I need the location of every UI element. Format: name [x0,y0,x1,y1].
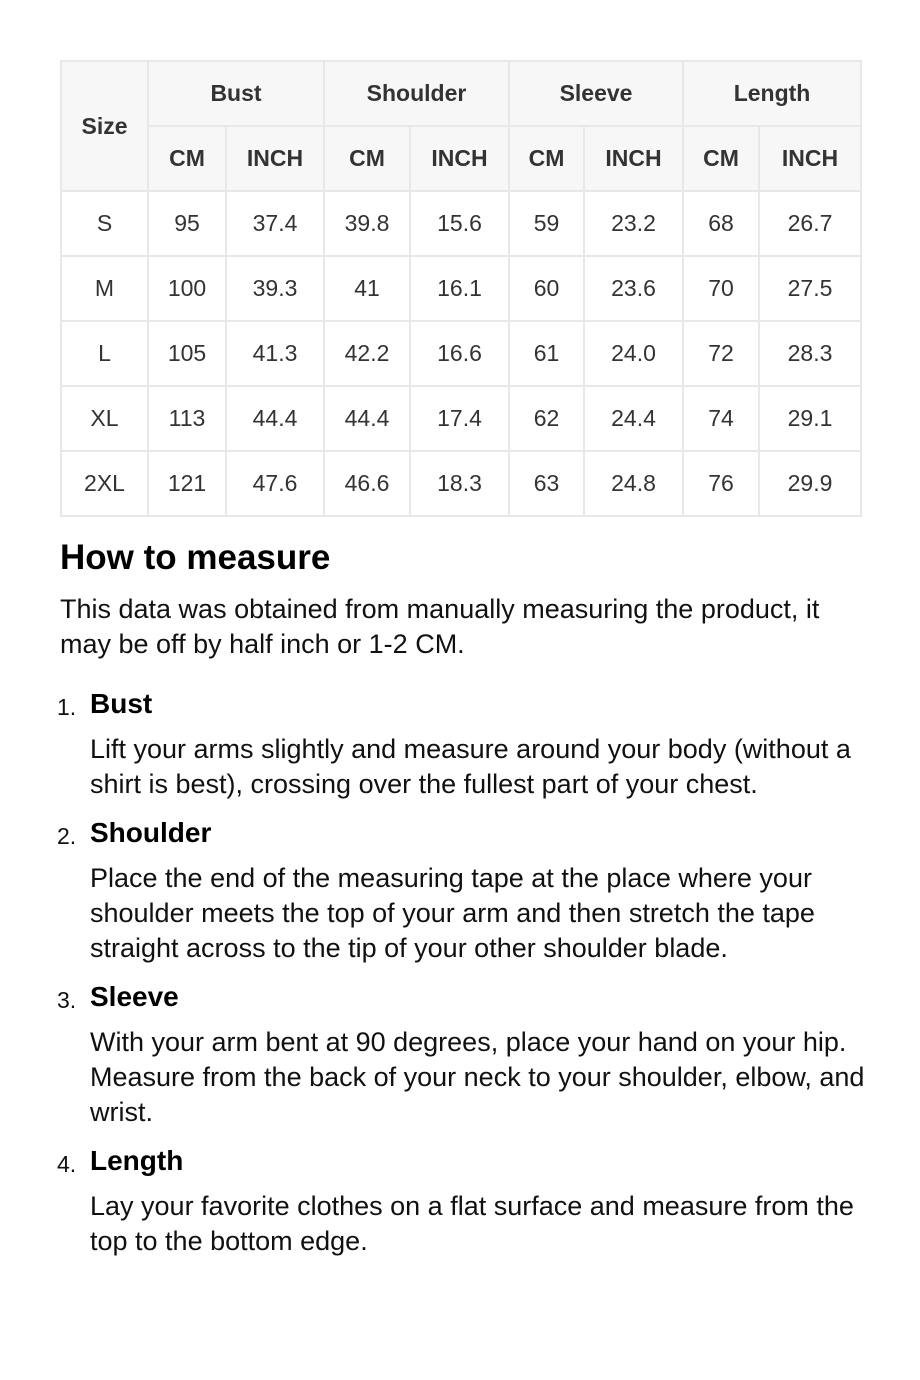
table-cell: 23.2 [584,191,683,256]
group-header-bust: Bust [148,61,324,126]
measurement-steps-list [0,684,920,1270]
table-cell: 15.6 [410,191,509,256]
table-cell: 29.1 [759,386,861,451]
table-cell: 100 [148,256,226,321]
step-number: 1. [57,694,77,720]
table-cell: 24.8 [584,451,683,516]
step-number: 3. [57,987,77,1013]
size-cell: S [61,191,148,256]
group-header-shoulder: Shoulder [324,61,509,126]
table-cell: 44.4 [226,386,324,451]
table-cell: 62 [509,386,584,451]
how-to-measure-intro: This data was obtained from manually measuring the product, it may be off by half inch or 1-2 CM. [60,594,820,659]
table-cell: 72 [683,321,759,386]
unit-header: CM [509,126,584,191]
step-number: 2. [57,823,77,849]
table-row [61,451,861,516]
step-description-length: Lay your favorite clothes on a flat surface and measure from the top to the bottom edge. [90,1191,854,1256]
size-cell: 2XL [61,451,148,516]
table-cell: 29.9 [759,451,861,516]
table-cell: 41 [324,256,410,321]
size-cell: M [61,256,148,321]
table-cell: 17.4 [410,386,509,451]
table-cell: 26.7 [759,191,861,256]
table-cell: 44.4 [324,386,410,451]
table-row [61,191,861,256]
step-title-sleeve: Sleeve [90,981,179,1012]
table-cell: 68 [683,191,759,256]
table-header-row-units [61,126,861,191]
table-cell: 28.3 [759,321,861,386]
step-number: 4. [57,1151,77,1177]
size-column-header: Size [61,61,148,191]
table-cell: 63 [509,451,584,516]
table-row [61,256,861,321]
table-cell: 24.0 [584,321,683,386]
list-item [0,813,870,966]
list-item [0,684,870,802]
unit-header: INCH [226,126,324,191]
table-cell: 46.6 [324,451,410,516]
table-cell: 113 [148,386,226,451]
table-cell: 16.6 [410,321,509,386]
table-cell: 60 [509,256,584,321]
group-header-sleeve: Sleeve [509,61,683,126]
table-header-row-groups [61,61,861,126]
size-chart-table [60,60,862,517]
table-cell: 39.8 [324,191,410,256]
unit-header: CM [683,126,759,191]
list-item [0,977,870,1130]
table-cell: 37.4 [226,191,324,256]
step-title-length: Length [90,1145,184,1176]
table-cell: 70 [683,256,759,321]
group-header-length: Length [683,61,861,126]
how-to-measure-heading: How to measure [60,538,331,577]
unit-header: CM [324,126,410,191]
unit-header: INCH [410,126,509,191]
step-title-bust: Bust [90,688,153,719]
table-cell: 76 [683,451,759,516]
table-cell: 121 [148,451,226,516]
table-row [61,386,861,451]
table-cell: 95 [148,191,226,256]
table-cell: 74 [683,386,759,451]
unit-header: INCH [759,126,861,191]
table-cell: 47.6 [226,451,324,516]
size-cell: L [61,321,148,386]
step-description-sleeve: With your arm bent at 90 degrees, place your hand on your hip. Measure from the back of your neck to your shoulder, elbow, and wrist. [90,1027,865,1127]
step-title-shoulder: Shoulder [90,817,212,848]
table-cell: 41.3 [226,321,324,386]
table-cell: 23.6 [584,256,683,321]
table-cell: 59 [509,191,584,256]
list-item [0,1141,870,1259]
step-description-shoulder: Place the end of the measuring tape at the place where your shoulder meets the top of your arm and then stretch the tape straight across to the tip of your other shoulder blade. [90,863,815,963]
unit-header: CM [148,126,226,191]
table-cell: 39.3 [226,256,324,321]
table-row [61,321,861,386]
size-cell: XL [61,386,148,451]
step-description-bust: Lift your arms slightly and measure around your body (without a shirt is best), crossing over the fullest part of your chest. [90,734,851,799]
table-cell: 42.2 [324,321,410,386]
table-cell: 27.5 [759,256,861,321]
table-cell: 16.1 [410,256,509,321]
table-cell: 24.4 [584,386,683,451]
table-cell: 18.3 [410,451,509,516]
table-cell: 105 [148,321,226,386]
unit-header: INCH [584,126,683,191]
table-cell: 61 [509,321,584,386]
